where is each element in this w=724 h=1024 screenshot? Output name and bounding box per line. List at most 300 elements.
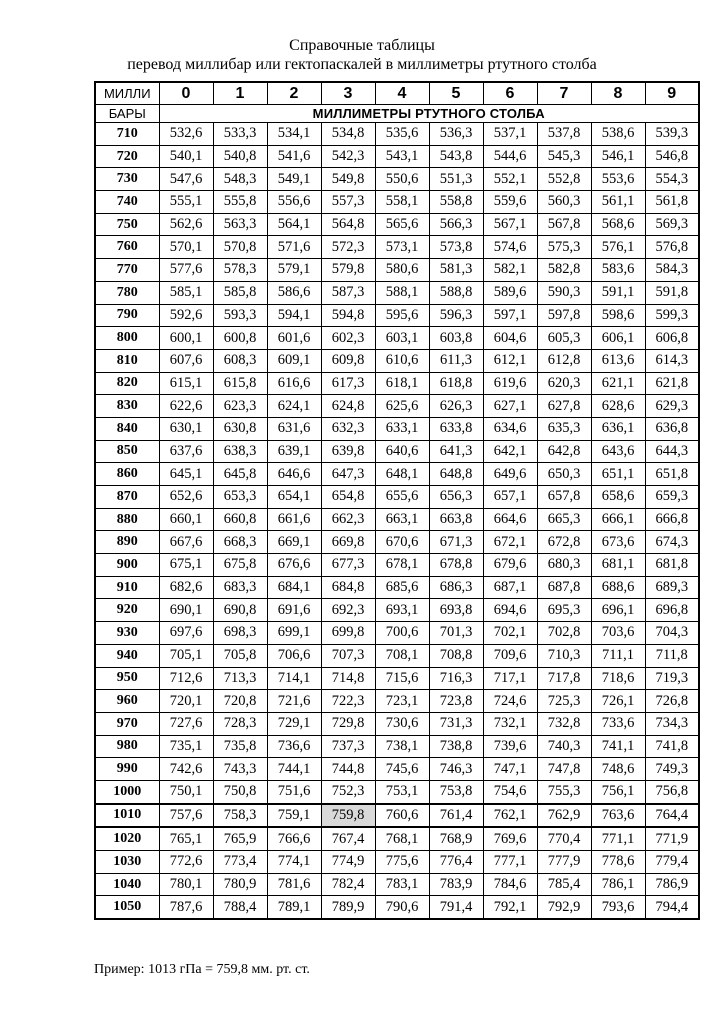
table-cell: 585,8 bbox=[213, 281, 267, 304]
table-cell: 624,1 bbox=[267, 395, 321, 418]
table-cell: 623,3 bbox=[213, 395, 267, 418]
table-cell: 782,4 bbox=[321, 873, 375, 896]
table-cell: 708,1 bbox=[375, 644, 429, 667]
table-row bbox=[95, 644, 699, 667]
table-cell: 668,3 bbox=[213, 531, 267, 554]
table-cell: 723,1 bbox=[375, 690, 429, 713]
table-cell: 620,3 bbox=[537, 372, 591, 395]
table-cell: 726,1 bbox=[591, 690, 645, 713]
table-cell: 783,1 bbox=[375, 873, 429, 896]
table-cell: 657,8 bbox=[537, 486, 591, 509]
table-cell: 678,8 bbox=[429, 554, 483, 577]
header-digit: 0 bbox=[159, 82, 213, 105]
table-row bbox=[95, 690, 699, 713]
table-cell: 600,8 bbox=[213, 327, 267, 350]
table-cell: 701,3 bbox=[429, 622, 483, 645]
table-cell: 532,6 bbox=[159, 123, 213, 146]
table-row bbox=[95, 851, 699, 874]
table-cell: 749,3 bbox=[645, 758, 699, 781]
table-cell: 567,8 bbox=[537, 213, 591, 236]
table-cell: 661,6 bbox=[267, 508, 321, 531]
table-row bbox=[95, 168, 699, 191]
table-cell: 695,3 bbox=[537, 599, 591, 622]
table-cell: 767,4 bbox=[321, 827, 375, 850]
table-cell: 645,8 bbox=[213, 463, 267, 486]
table-cell: 674,3 bbox=[645, 531, 699, 554]
table-cell: 781,6 bbox=[267, 873, 321, 896]
header-digit: 1 bbox=[213, 82, 267, 105]
table-cell: 540,8 bbox=[213, 145, 267, 168]
header-digit: 5 bbox=[429, 82, 483, 105]
table-cell: 636,1 bbox=[591, 417, 645, 440]
table-cell: 633,8 bbox=[429, 417, 483, 440]
table-cell: 558,8 bbox=[429, 191, 483, 214]
table-cell: 736,6 bbox=[267, 735, 321, 758]
table-cell: 719,3 bbox=[645, 667, 699, 690]
table-cell: 660,1 bbox=[159, 508, 213, 531]
table-cell: 589,6 bbox=[483, 281, 537, 304]
table-cell: 626,3 bbox=[429, 395, 483, 418]
table-cell: 618,8 bbox=[429, 372, 483, 395]
table-row bbox=[95, 576, 699, 599]
table-cell: 740,3 bbox=[537, 735, 591, 758]
table-cell: 601,6 bbox=[267, 327, 321, 350]
header-digit: 3 bbox=[321, 82, 375, 105]
table-cell: 591,1 bbox=[591, 281, 645, 304]
table-cell: 727,6 bbox=[159, 712, 213, 735]
conversion-table bbox=[94, 81, 700, 920]
table-cell: 713,3 bbox=[213, 667, 267, 690]
table-cell: 576,8 bbox=[645, 236, 699, 259]
table-cell: 690,8 bbox=[213, 599, 267, 622]
row-label: 750 bbox=[95, 213, 159, 236]
table-cell: 789,9 bbox=[321, 896, 375, 919]
row-label: 950 bbox=[95, 667, 159, 690]
row-label: 1000 bbox=[95, 780, 159, 803]
row-label: 770 bbox=[95, 259, 159, 282]
table-cell: 748,6 bbox=[591, 758, 645, 781]
table-cell: 684,1 bbox=[267, 576, 321, 599]
table-cell: 669,8 bbox=[321, 531, 375, 554]
table-cell: 548,3 bbox=[213, 168, 267, 191]
table-cell: 741,1 bbox=[591, 735, 645, 758]
table-cell: 678,1 bbox=[375, 554, 429, 577]
table-cell: 681,8 bbox=[645, 554, 699, 577]
table-cell: 672,8 bbox=[537, 531, 591, 554]
table-row bbox=[95, 508, 699, 531]
table-cell: 629,3 bbox=[645, 395, 699, 418]
table-cell: 689,3 bbox=[645, 576, 699, 599]
table-cell: 783,9 bbox=[429, 873, 483, 896]
table-cell: 761,4 bbox=[429, 804, 483, 828]
table-cell: 579,8 bbox=[321, 259, 375, 282]
table-cell: 750,8 bbox=[213, 780, 267, 803]
table-cell: 792,1 bbox=[483, 896, 537, 919]
table-cell: 646,6 bbox=[267, 463, 321, 486]
table-cell: 656,3 bbox=[429, 486, 483, 509]
table-cell: 762,1 bbox=[483, 804, 537, 828]
table-cell: 714,8 bbox=[321, 667, 375, 690]
table-cell: 553,6 bbox=[591, 168, 645, 191]
row-label: 960 bbox=[95, 690, 159, 713]
table-cell: 596,3 bbox=[429, 304, 483, 327]
table-cell: 705,8 bbox=[213, 644, 267, 667]
table-cell: 691,6 bbox=[267, 599, 321, 622]
table-cell: 671,3 bbox=[429, 531, 483, 554]
table-cell: 729,1 bbox=[267, 712, 321, 735]
table-cell: 648,1 bbox=[375, 463, 429, 486]
table-cell: 746,3 bbox=[429, 758, 483, 781]
table-cell: 773,4 bbox=[213, 851, 267, 874]
table-cell: 536,3 bbox=[429, 123, 483, 146]
table-cell: 572,3 bbox=[321, 236, 375, 259]
table-cell: 564,1 bbox=[267, 213, 321, 236]
table-cell: 734,3 bbox=[645, 712, 699, 735]
table-row bbox=[95, 804, 699, 828]
table-cell: 580,6 bbox=[375, 259, 429, 282]
table-cell: 769,6 bbox=[483, 827, 537, 850]
table-cell: 768,9 bbox=[429, 827, 483, 850]
table-cell: 717,1 bbox=[483, 667, 537, 690]
table-cell: 611,3 bbox=[429, 349, 483, 372]
table-cell: 722,3 bbox=[321, 690, 375, 713]
table-row bbox=[95, 712, 699, 735]
table-cell: 632,3 bbox=[321, 417, 375, 440]
table-cell: 658,6 bbox=[591, 486, 645, 509]
table-cell: 723,8 bbox=[429, 690, 483, 713]
table-cell: 696,1 bbox=[591, 599, 645, 622]
table-cell: 667,6 bbox=[159, 531, 213, 554]
table-row bbox=[95, 599, 699, 622]
table-cell: 625,6 bbox=[375, 395, 429, 418]
table-cell: 545,3 bbox=[537, 145, 591, 168]
table-cell: 725,3 bbox=[537, 690, 591, 713]
table-cell: 552,1 bbox=[483, 168, 537, 191]
table-cell: 635,3 bbox=[537, 417, 591, 440]
table-cell: 543,8 bbox=[429, 145, 483, 168]
table-row bbox=[95, 417, 699, 440]
table-cell: 588,8 bbox=[429, 281, 483, 304]
table-cell: 685,6 bbox=[375, 576, 429, 599]
table-cell: 788,4 bbox=[213, 896, 267, 919]
table-cell: 579,1 bbox=[267, 259, 321, 282]
table-cell: 756,1 bbox=[591, 780, 645, 803]
header-digit: 6 bbox=[483, 82, 537, 105]
table-row bbox=[95, 191, 699, 214]
table-cell: 633,1 bbox=[375, 417, 429, 440]
table-cell: 687,1 bbox=[483, 576, 537, 599]
table-cell: 672,1 bbox=[483, 531, 537, 554]
table-cell: 688,6 bbox=[591, 576, 645, 599]
table-cell: 729,8 bbox=[321, 712, 375, 735]
header-row-digits bbox=[95, 82, 699, 105]
row-label: 730 bbox=[95, 168, 159, 191]
table-cell: 775,6 bbox=[375, 851, 429, 874]
table-cell: 717,8 bbox=[537, 667, 591, 690]
table-cell: 569,3 bbox=[645, 213, 699, 236]
table-cell: 567,1 bbox=[483, 213, 537, 236]
table-cell: 754,6 bbox=[483, 780, 537, 803]
table-cell: 607,6 bbox=[159, 349, 213, 372]
table-cell: 642,1 bbox=[483, 440, 537, 463]
table-cell: 540,1 bbox=[159, 145, 213, 168]
table-cell: 732,1 bbox=[483, 712, 537, 735]
table-cell: 792,9 bbox=[537, 896, 591, 919]
row-label: 760 bbox=[95, 236, 159, 259]
table-cell: 774,1 bbox=[267, 851, 321, 874]
table-cell: 590,3 bbox=[537, 281, 591, 304]
table-row bbox=[95, 827, 699, 850]
page-header bbox=[0, 36, 724, 74]
table-cell: 570,1 bbox=[159, 236, 213, 259]
table-cell: 597,1 bbox=[483, 304, 537, 327]
table-cell: 587,3 bbox=[321, 281, 375, 304]
table-cell: 594,1 bbox=[267, 304, 321, 327]
table-cell: 699,1 bbox=[267, 622, 321, 645]
table-cell: 555,8 bbox=[213, 191, 267, 214]
table-cell: 750,1 bbox=[159, 780, 213, 803]
table-cell: 616,6 bbox=[267, 372, 321, 395]
table-cell: 731,3 bbox=[429, 712, 483, 735]
table-cell: 650,3 bbox=[537, 463, 591, 486]
table-cell: 634,6 bbox=[483, 417, 537, 440]
table-cell: 704,3 bbox=[645, 622, 699, 645]
table-cell: 615,8 bbox=[213, 372, 267, 395]
table-cell: 560,3 bbox=[537, 191, 591, 214]
table-cell: 547,6 bbox=[159, 168, 213, 191]
row-label: 720 bbox=[95, 145, 159, 168]
table-cell: 764,4 bbox=[645, 804, 699, 828]
table-cell: 791,4 bbox=[429, 896, 483, 919]
table-cell: 755,3 bbox=[537, 780, 591, 803]
table-cell: 543,1 bbox=[375, 145, 429, 168]
table-cell: 571,6 bbox=[267, 236, 321, 259]
page-subtitle: перевод миллибар или гектопаскалей в миллиметры ртутного столба bbox=[127, 56, 597, 73]
table-row bbox=[95, 531, 699, 554]
row-label: 790 bbox=[95, 304, 159, 327]
table-cell: 721,6 bbox=[267, 690, 321, 713]
table-cell: 756,8 bbox=[645, 780, 699, 803]
table-cell: 693,8 bbox=[429, 599, 483, 622]
table-cell: 747,8 bbox=[537, 758, 591, 781]
table-cell: 679,6 bbox=[483, 554, 537, 577]
table-cell: 651,8 bbox=[645, 463, 699, 486]
table-cell: 598,6 bbox=[591, 304, 645, 327]
table-cell: 627,8 bbox=[537, 395, 591, 418]
table-cell: 677,3 bbox=[321, 554, 375, 577]
table-cell: 557,3 bbox=[321, 191, 375, 214]
table-cell: 673,6 bbox=[591, 531, 645, 554]
table-cell: 720,1 bbox=[159, 690, 213, 713]
table-cell: 549,8 bbox=[321, 168, 375, 191]
table-cell: 617,3 bbox=[321, 372, 375, 395]
table-cell: 577,6 bbox=[159, 259, 213, 282]
table-cell: 741,8 bbox=[645, 735, 699, 758]
table-cell: 730,6 bbox=[375, 712, 429, 735]
table-cell: 654,1 bbox=[267, 486, 321, 509]
table-cell: 574,6 bbox=[483, 236, 537, 259]
table-cell: 573,1 bbox=[375, 236, 429, 259]
table-cell: 578,3 bbox=[213, 259, 267, 282]
table-cell: 570,8 bbox=[213, 236, 267, 259]
table-body bbox=[95, 123, 699, 920]
table-cell: 642,8 bbox=[537, 440, 591, 463]
table-cell: 728,3 bbox=[213, 712, 267, 735]
table-cell: 591,8 bbox=[645, 281, 699, 304]
table-cell: 640,6 bbox=[375, 440, 429, 463]
table-cell: 774,9 bbox=[321, 851, 375, 874]
table-cell: 709,6 bbox=[483, 644, 537, 667]
row-label: 980 bbox=[95, 735, 159, 758]
table-cell: 702,8 bbox=[537, 622, 591, 645]
table-cell: 538,6 bbox=[591, 123, 645, 146]
table-cell: 618,1 bbox=[375, 372, 429, 395]
table-cell: 739,6 bbox=[483, 735, 537, 758]
table-cell: 561,8 bbox=[645, 191, 699, 214]
table-cell: 745,6 bbox=[375, 758, 429, 781]
table-cell: 636,8 bbox=[645, 417, 699, 440]
table-cell: 606,1 bbox=[591, 327, 645, 350]
table-cell: 593,3 bbox=[213, 304, 267, 327]
table-row bbox=[95, 372, 699, 395]
table-cell: 612,8 bbox=[537, 349, 591, 372]
table-cell: 665,3 bbox=[537, 508, 591, 531]
table-cell: 777,1 bbox=[483, 851, 537, 874]
table-cell: 585,1 bbox=[159, 281, 213, 304]
table-cell: 655,6 bbox=[375, 486, 429, 509]
row-label: 1050 bbox=[95, 896, 159, 919]
row-label: 810 bbox=[95, 349, 159, 372]
table-row bbox=[95, 873, 699, 896]
table-cell: 599,3 bbox=[645, 304, 699, 327]
row-label: 890 bbox=[95, 531, 159, 554]
table-cell: 694,6 bbox=[483, 599, 537, 622]
table-cell: 718,6 bbox=[591, 667, 645, 690]
table-cell: 738,8 bbox=[429, 735, 483, 758]
table-cell: 603,1 bbox=[375, 327, 429, 350]
table-cell: 657,1 bbox=[483, 486, 537, 509]
table-cell: 705,1 bbox=[159, 644, 213, 667]
table-cell: 676,6 bbox=[267, 554, 321, 577]
units-title: МИЛЛИМЕТРЫ РТУТНОГО СТОЛБА bbox=[159, 105, 699, 123]
table-cell: 583,6 bbox=[591, 259, 645, 282]
table-cell: 708,8 bbox=[429, 644, 483, 667]
table-cell: 683,3 bbox=[213, 576, 267, 599]
table-cell: 681,1 bbox=[591, 554, 645, 577]
table-cell: 544,6 bbox=[483, 145, 537, 168]
table-cell: 630,1 bbox=[159, 417, 213, 440]
table-cell: 563,3 bbox=[213, 213, 267, 236]
table-row bbox=[95, 622, 699, 645]
row-label: 1010 bbox=[95, 804, 159, 828]
table-row bbox=[95, 463, 699, 486]
row-label: 1020 bbox=[95, 827, 159, 850]
table-cell: 735,8 bbox=[213, 735, 267, 758]
table-cell: 765,9 bbox=[213, 827, 267, 850]
row-label: 830 bbox=[95, 395, 159, 418]
table-cell: 565,6 bbox=[375, 213, 429, 236]
table-cell: 600,1 bbox=[159, 327, 213, 350]
table-cell: 716,3 bbox=[429, 667, 483, 690]
row-label: 840 bbox=[95, 417, 159, 440]
table-cell: 659,3 bbox=[645, 486, 699, 509]
table-cell: 660,8 bbox=[213, 508, 267, 531]
table-cell: 651,1 bbox=[591, 463, 645, 486]
example-footnote: Пример: 1013 гПа = 759,8 мм. рт. ст. bbox=[94, 962, 310, 977]
table-cell: 770,4 bbox=[537, 827, 591, 850]
table-cell: 771,9 bbox=[645, 827, 699, 850]
row-label: 740 bbox=[95, 191, 159, 214]
table-cell: 637,6 bbox=[159, 440, 213, 463]
page-title: Справочные таблицы bbox=[289, 37, 435, 54]
table-row bbox=[95, 758, 699, 781]
table-cell: 546,1 bbox=[591, 145, 645, 168]
table-cell: 771,1 bbox=[591, 827, 645, 850]
table-cell: 669,1 bbox=[267, 531, 321, 554]
table-cell: 639,8 bbox=[321, 440, 375, 463]
table-cell: 768,1 bbox=[375, 827, 429, 850]
header-digit: 7 bbox=[537, 82, 591, 105]
table-cell: 610,6 bbox=[375, 349, 429, 372]
row-label: 850 bbox=[95, 440, 159, 463]
header-digit: 4 bbox=[375, 82, 429, 105]
table-cell: 621,1 bbox=[591, 372, 645, 395]
table-cell: 757,6 bbox=[159, 804, 213, 828]
table-cell: 588,1 bbox=[375, 281, 429, 304]
table-cell: 584,3 bbox=[645, 259, 699, 282]
table-cell: 751,6 bbox=[267, 780, 321, 803]
table-cell: 786,1 bbox=[591, 873, 645, 896]
table-cell: 592,6 bbox=[159, 304, 213, 327]
table-cell: 546,8 bbox=[645, 145, 699, 168]
table-cell: 692,3 bbox=[321, 599, 375, 622]
table-cell: 645,1 bbox=[159, 463, 213, 486]
table-cell: 555,1 bbox=[159, 191, 213, 214]
table-cell: 653,3 bbox=[213, 486, 267, 509]
table-row bbox=[95, 667, 699, 690]
row-label: 860 bbox=[95, 463, 159, 486]
table-cell: 648,8 bbox=[429, 463, 483, 486]
table-cell: 744,8 bbox=[321, 758, 375, 781]
table-cell: 566,3 bbox=[429, 213, 483, 236]
row-label: 820 bbox=[95, 372, 159, 395]
header-digit: 8 bbox=[591, 82, 645, 105]
table-cell: 744,1 bbox=[267, 758, 321, 781]
table-cell: 690,1 bbox=[159, 599, 213, 622]
table-cell: 664,6 bbox=[483, 508, 537, 531]
table-cell: 582,8 bbox=[537, 259, 591, 282]
table-cell: 534,1 bbox=[267, 123, 321, 146]
table-cell: 663,8 bbox=[429, 508, 483, 531]
table-cell: 559,6 bbox=[483, 191, 537, 214]
table-cell: 608,3 bbox=[213, 349, 267, 372]
table-cell: 613,6 bbox=[591, 349, 645, 372]
table-cell: 747,1 bbox=[483, 758, 537, 781]
table-cell: 602,3 bbox=[321, 327, 375, 350]
row-label: 990 bbox=[95, 758, 159, 781]
table-cell: 772,6 bbox=[159, 851, 213, 874]
table-row bbox=[95, 213, 699, 236]
table-cell: 753,8 bbox=[429, 780, 483, 803]
table-row bbox=[95, 281, 699, 304]
table-cell: 535,6 bbox=[375, 123, 429, 146]
table-cell: 609,1 bbox=[267, 349, 321, 372]
table-cell: 742,6 bbox=[159, 758, 213, 781]
table-row bbox=[95, 304, 699, 327]
table-cell: 573,8 bbox=[429, 236, 483, 259]
table-row bbox=[95, 145, 699, 168]
table-row bbox=[95, 554, 699, 577]
